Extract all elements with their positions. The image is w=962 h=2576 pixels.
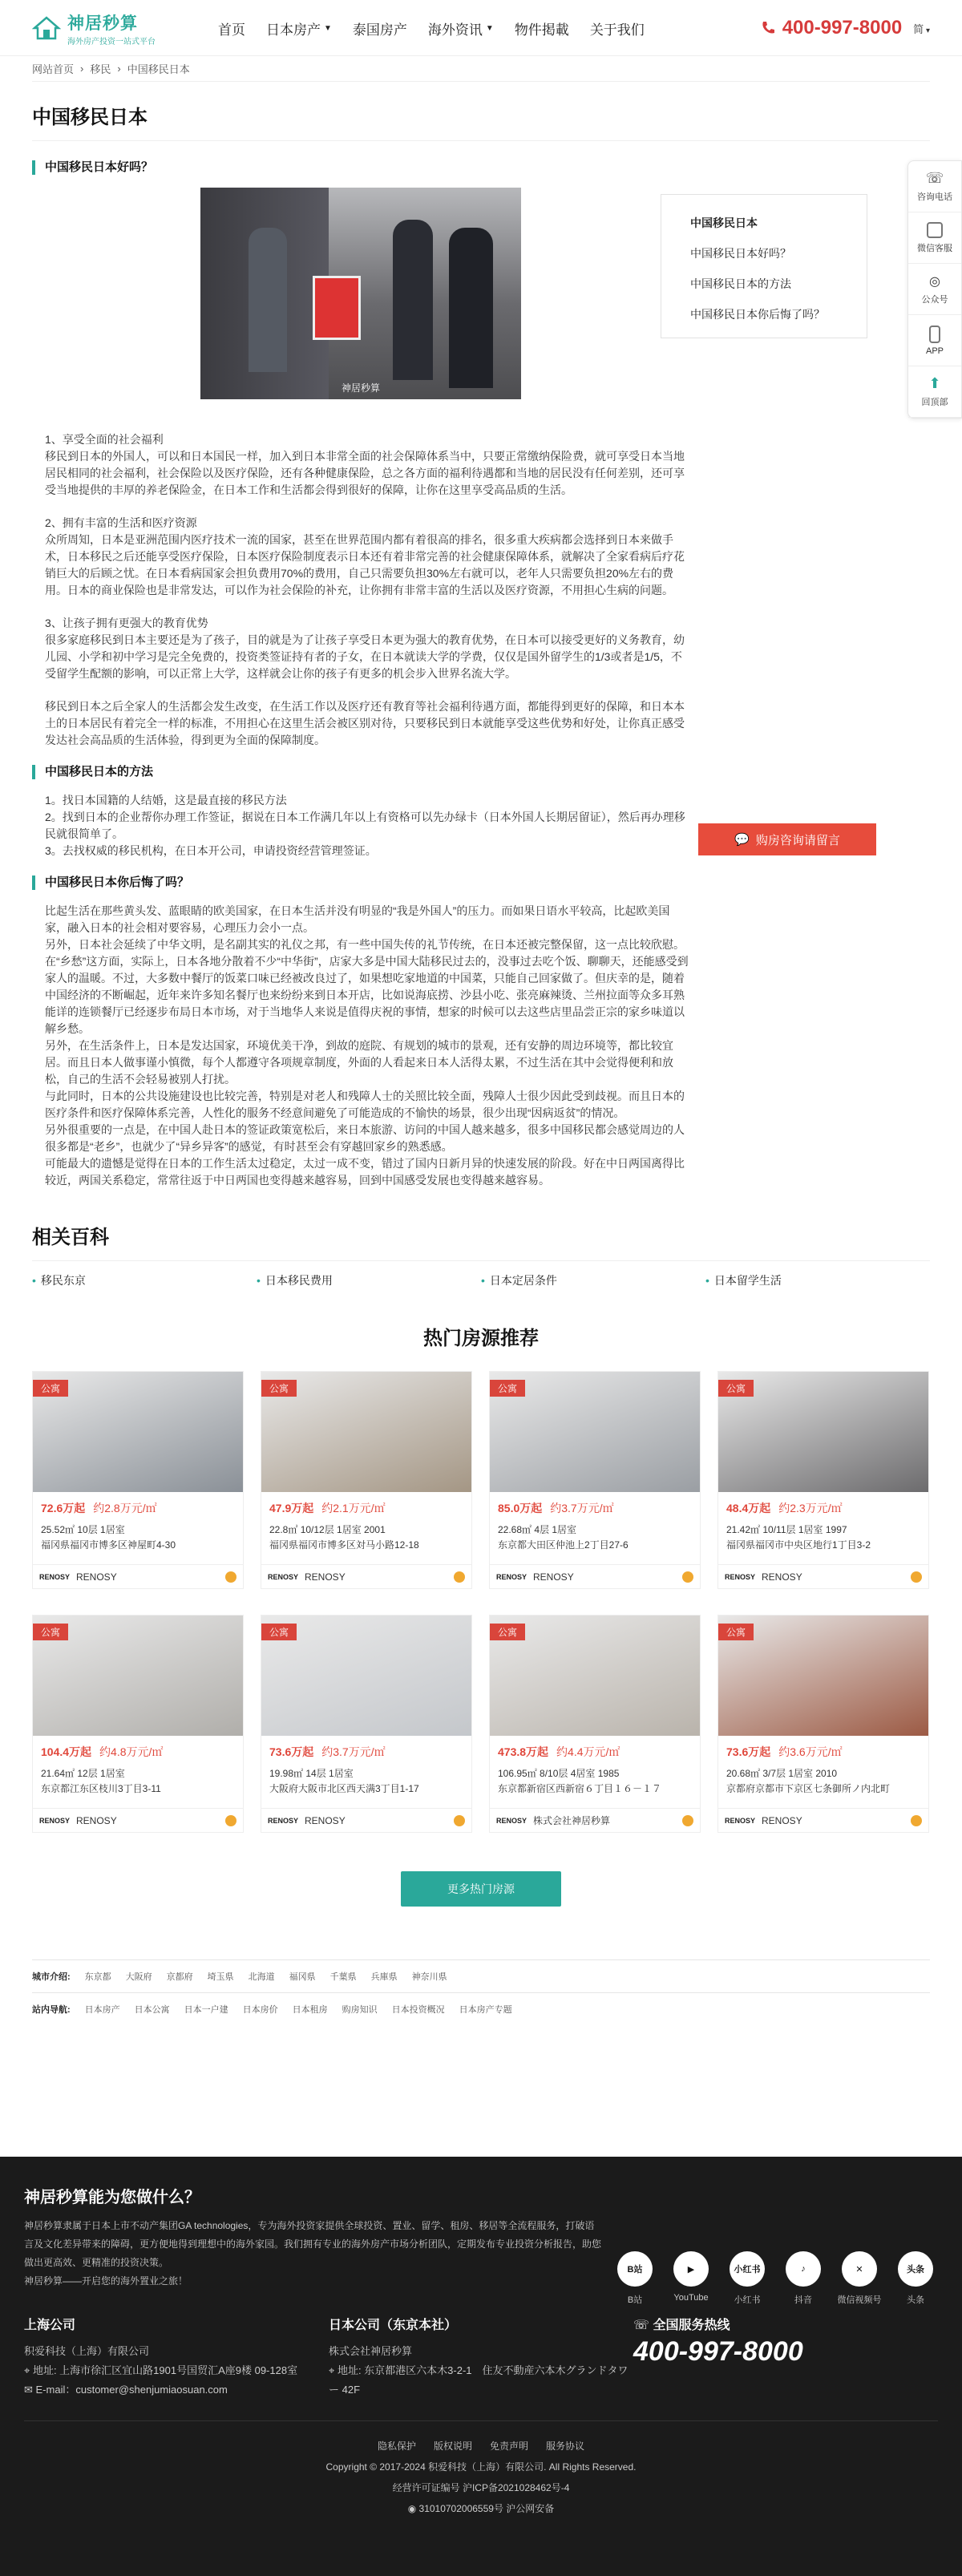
footer-nav-link[interactable]: 福冈県: [289, 1972, 316, 1982]
nav-thailand-property[interactable]: [353, 18, 407, 38]
city-links: [32, 1959, 930, 1992]
medal-icon: [682, 1571, 693, 1583]
consult-button[interactable]: [698, 823, 876, 855]
footer-nav-link[interactable]: 京都府: [166, 1972, 193, 1982]
listing-card[interactable]: [32, 1371, 244, 1589]
legal-link[interactable]: 服务协议: [546, 2441, 585, 2452]
article-paragraph: 1。找日本国籍的人结婚，这是最直接的移民方法 2。找到日本的企业帮你办理工作签证，据说在日本工作满几年以上有资格可以先办绿卡（日本外国人长期居留证），然后再办理移民就很简单了。 3。去找权威的移民机构，在日本开公司，申请投资经营管理签证。: [45, 794, 685, 857]
police-badge-icon: ◉: [407, 2503, 419, 2514]
listing-price: 85.0万起: [498, 1502, 543, 1514]
agent-logo: RENOSY: [268, 1816, 299, 1825]
footer-nav-link[interactable]: 千葉県: [329, 1972, 357, 1982]
social-link[interactable]: [725, 2251, 770, 2306]
legal-links: [24, 2436, 938, 2457]
listing-price: 48.4万起: [726, 1502, 771, 1514]
medal-icon: [454, 1815, 465, 1826]
footer-nav-link[interactable]: 兵庫県: [370, 1972, 398, 1982]
medal-icon: [682, 1815, 693, 1826]
float-official-account[interactable]: [908, 264, 961, 315]
tokyo-office: [329, 2316, 633, 2400]
medal-icon: [225, 1815, 236, 1826]
hotline: [633, 2316, 938, 2400]
nav-listing[interactable]: [515, 18, 569, 38]
office-email[interactable]: E-mail：customer@shenjumiaosuan.com: [35, 2384, 228, 2396]
agent-logo: RENOSY: [725, 1572, 756, 1581]
float-label: 微信客服: [917, 243, 952, 253]
agent-logo: RENOSY: [39, 1572, 71, 1581]
footer-nav-link[interactable]: 神奈川県: [411, 1972, 447, 1982]
legal-link[interactable]: 免责声明: [490, 2441, 529, 2452]
mobile-icon: [929, 326, 940, 343]
float-phone[interactable]: [908, 161, 961, 212]
related-link[interactable]: • 日本留学生活: [705, 1272, 930, 1288]
logo-house-icon: [32, 14, 61, 42]
article-photo: [200, 188, 521, 399]
article-paragraph: 2、拥有丰富的生活和医疗资源 众所周知，日本是亚洲范围内医疗技术一流的国家，甚至在世界范围内都有着很高的排名，很多重大疾病都会选择到日本来做手术，日本移民之后还能享受医疗保险，日本医疗保险制度表示日本还有着非常完善的社会健康保障体系，就解决了全家看病后疗花销巨大的后顾之忧。在日本看病国家会担负费用70%的费用，自己只需要负担30%左右就可以，老年人只需要负担20%左右的费用。日本的商业保险也是非常发达，可以作为社会保险的补充，让你拥有非常丰富的生活以及医疗资源，不用担心生病的问题。: [45, 516, 685, 596]
related-encyclopedia: [32, 1221, 930, 1288]
section-heading: 中国移民日本的方法: [32, 765, 689, 779]
agent-name: RENOSY: [305, 1571, 346, 1583]
toc-item[interactable]: 中国移民日本你后悔了吗？: [690, 308, 825, 321]
listing-tag: 公寓: [261, 1624, 297, 1640]
consult-button-label: 购房咨询请留言: [755, 833, 840, 847]
listing-photo: [261, 1372, 471, 1492]
social-icon: 小红书: [730, 2251, 765, 2287]
social-link[interactable]: [837, 2251, 882, 2306]
listing-photo: [33, 1372, 243, 1492]
footer-nav-link[interactable]: 日本一户建: [184, 2005, 228, 2015]
nav-japan-property[interactable]: [266, 18, 332, 38]
agent-name: RENOSY: [76, 1571, 117, 1583]
listing-tag: 公寓: [718, 1624, 754, 1640]
listing-address: 东京都江东区枝川3丁目3-11: [41, 1783, 161, 1794]
social-label: 头条: [907, 2295, 924, 2305]
listing-photo: [490, 1372, 700, 1492]
footer-nav-link[interactable]: 购房知识: [342, 2005, 378, 2015]
section-heading: 中国移民日本好吗？: [32, 160, 689, 175]
social-label: 小红书: [734, 2295, 761, 2305]
more-listings-button[interactable]: 更多热门房源: [401, 1871, 561, 1907]
listing-unit-price: 约3.7万元/㎡: [321, 1745, 386, 1758]
agent-name: 株式会社神居秒算: [533, 1815, 611, 1826]
listing-unit-price: 约2.3万元/㎡: [778, 1502, 843, 1514]
listing-address: 京都府京都市下京区七条御所ノ内北町: [726, 1783, 891, 1794]
footer-nav-link[interactable]: 日本投资概况: [391, 2005, 445, 2015]
language-switch[interactable]: [913, 21, 930, 36]
header-phone[interactable]: [760, 17, 902, 39]
office-title: 上海公司: [24, 2319, 76, 2332]
listing-price: 47.9万起: [269, 1502, 314, 1514]
language-label: 简: [913, 22, 924, 35]
footer-nav-link[interactable]: 日本房产专题: [459, 2005, 512, 2015]
footer-nav-link[interactable]: 日本房产: [84, 2005, 120, 2015]
listing-meta: 20.68㎡ 3/7层 1居室 2010: [726, 1768, 838, 1779]
listing-tag: 公寓: [490, 1380, 525, 1397]
listing-photo: [261, 1616, 471, 1736]
social-links: [612, 2251, 938, 2306]
listing-address: 东京都新宿区西新宿６丁目１６－１７: [498, 1783, 662, 1794]
float-wechat[interactable]: [908, 212, 961, 264]
listing-card[interactable]: [717, 1371, 929, 1589]
article-paragraph: 移民到日本之后全家人的生活都会发生改变，在生活工作以及医疗还有教育等社会福利待遇方面，都能得到更好的保障，和日本本土的日本居民有着完全一样的标准，不用担心在这里生活会被区别对待，只要移民到日本就能享受这些优势和好处，让你真正感受发达社会高品质的生活体验，得到更为全面的保障制度。: [45, 700, 685, 746]
city-links-label: 城市介绍:: [32, 1972, 71, 1982]
location-icon: ⌖: [329, 2364, 338, 2376]
listing-tag: 公寓: [261, 1380, 297, 1397]
listing-card[interactable]: [489, 1371, 701, 1589]
listing-price: 104.4万起: [41, 1745, 92, 1758]
caret-down-icon: ▼: [485, 23, 494, 33]
listing-card[interactable]: [717, 1615, 929, 1833]
caret-down-icon: ▼: [324, 23, 332, 33]
article-toc: [661, 194, 867, 338]
float-app[interactable]: [908, 315, 961, 366]
listing-address: 大阪府大阪市北区西天满3丁目1-17: [269, 1783, 419, 1794]
hotline-number[interactable]: 400-997-8000: [633, 2336, 803, 2367]
listing-photo: [718, 1616, 928, 1736]
listing-card[interactable]: [489, 1615, 701, 1833]
listing-meta: 22.8㎡ 10/12层 1居室 2001: [269, 1524, 386, 1535]
listing-tag: 公寓: [718, 1380, 754, 1397]
page-title: 中国移民日本: [32, 101, 930, 141]
footer-nav-link[interactable]: 日本房价: [242, 2005, 278, 2015]
brand-tagline: 海外房产投资一站式平台: [67, 37, 156, 47]
related-link[interactable]: • 日本定居条件: [481, 1272, 705, 1288]
office-title: 日本公司（东京本社）: [329, 2319, 458, 2332]
listing-address: 东京都大田区仲池上2丁目27-6: [498, 1539, 629, 1551]
listing-address: 福冈県福冈市博多区神屋町4-30: [41, 1539, 176, 1551]
article-paragraph: 1、享受全面的社会福利 移民到日本的外国人，可以和日本国民一样，加入到日本非常全面的社会保障体系当中，只要正常缴纳保险费，就可享受日本当地居民相同的社会福利，社会保险以及医疗保险，还有各种健康保险，总之各方面的福利待遇都和当地的居民没有任何差别，还可享受当地提供的丰厚的养老保险金，在日本工作和生活都会得到很好的保障，让你在这里享受高品质的生活。: [45, 433, 685, 496]
nav-label: 海外资讯: [427, 22, 483, 38]
listing-meta: 21.64㎡ 12层 1居室: [41, 1768, 125, 1779]
social-icon: ♪: [786, 2251, 821, 2287]
nav-home[interactable]: [218, 18, 245, 38]
phone-icon: ☏: [633, 2319, 653, 2332]
article: [32, 160, 689, 1189]
police-record[interactable]: 31010702006559号 沪公网安备: [418, 2503, 555, 2514]
mail-icon: ✉: [24, 2384, 36, 2396]
listing-price: 73.6万起: [269, 1745, 314, 1758]
phone-icon: ☏: [925, 170, 944, 186]
related-link[interactable]: • 日本移民费用: [257, 1272, 481, 1288]
social-icon: ✕: [842, 2251, 877, 2287]
footer-nav-link[interactable]: 大阪府: [125, 1972, 152, 1982]
qrcode-icon: [927, 222, 943, 238]
listing-card[interactable]: [261, 1615, 472, 1833]
site-links: [32, 1992, 930, 2025]
site-logo[interactable]: [32, 10, 191, 47]
agent-name: RENOSY: [76, 1814, 117, 1826]
social-icon: B站: [617, 2251, 653, 2287]
photo-watermark: 神居秒算: [342, 382, 381, 394]
office-name: 积爱科技（上海）有限公司: [24, 2345, 150, 2357]
hot-listings-title: 热门房源推荐: [423, 1328, 539, 1349]
float-label: 咨询电话: [917, 192, 952, 202]
listing-address: 福冈県福冈市博多区対马小路12-18: [269, 1539, 419, 1551]
listing-address: 福冈県福冈市中央区地行1丁目3-2: [726, 1539, 871, 1551]
icp-license[interactable]: 经营许可证编号 沪ICP备2021028462号-4: [392, 2482, 570, 2493]
toc-item[interactable]: 中国移民日本好吗？: [690, 247, 791, 260]
float-label: 回顶部: [921, 398, 948, 407]
agent-name: RENOSY: [305, 1814, 346, 1826]
listing-price: 72.6万起: [41, 1502, 86, 1514]
caret-down-icon: ▾: [924, 26, 930, 35]
agent-name: RENOSY: [533, 1571, 574, 1583]
copyright-text: Copyright © 2017-2024 积爱科技（上海）有限公司. All Rights Reserved.: [325, 2461, 637, 2473]
float-label: 公众号: [921, 294, 948, 305]
breadcrumb-home[interactable]: 网站首页: [32, 63, 75, 75]
footer-nav-link[interactable]: 东京都: [84, 1972, 111, 1982]
listing-grid: [32, 1371, 930, 1833]
medal-icon: [911, 1571, 922, 1583]
social-link[interactable]: [781, 2251, 826, 2306]
nav-label: 日本房产: [266, 22, 321, 38]
listing-unit-price: 约2.1万元/㎡: [321, 1502, 386, 1514]
listing-unit-price: 约3.7万元/㎡: [550, 1502, 614, 1514]
social-link[interactable]: [669, 2251, 713, 2306]
listing-card[interactable]: [32, 1615, 244, 1833]
listing-meta: 22.68㎡ 4层 1居室: [498, 1524, 577, 1535]
legal-link[interactable]: 版权说明: [433, 2441, 472, 2452]
breadcrumb-current: 中国移民日本: [127, 63, 190, 75]
nav-about[interactable]: [590, 18, 645, 38]
agent-name: RENOSY: [762, 1571, 802, 1583]
medal-icon: [454, 1571, 465, 1583]
listing-unit-price: 约2.8万元/㎡: [93, 1502, 157, 1514]
chat-icon: 💬: [734, 833, 750, 847]
related-title: 相关百科: [32, 1221, 930, 1261]
nav-label: 物件掲載: [514, 22, 569, 38]
article-paragraph: 3、让孩子拥有更强大的教育优势 很多家庭移民到日本主要还是为了孩子，目的就是为了让孩子享受日本更为强大的教育优势，在日本可以接受更好的义务教育，幼儿园、小学和初中学习是完全免费的，投资类签证持有者的子女，在日本就读大学的学费，仅仅是国外留学生的1/3或者是1/5，不受留学生配额的影响，可以正常上大学，这样就会让你的孩子有更多的机会步入世界名流大学。: [45, 617, 685, 680]
listing-photo: [490, 1616, 700, 1736]
toc-title: 中国移民日本: [690, 216, 758, 229]
section-heading: 中国移民日本你后悔了吗？: [32, 876, 689, 890]
float-back-to-top[interactable]: [908, 366, 961, 418]
office-name: 株式会社神居秒算: [329, 2345, 413, 2357]
copyright-area: [24, 2420, 938, 2519]
chevron-right-icon: ›: [117, 63, 121, 75]
footer-title: 神居秒算能为您做什么？: [24, 2189, 200, 2206]
listing-tag: 公寓: [490, 1624, 525, 1640]
shanghai-office: [24, 2316, 329, 2400]
social-label: B站: [627, 2295, 643, 2305]
listing-photo: [33, 1616, 243, 1736]
location-icon: ⌖: [24, 2364, 33, 2376]
site-links-label: 站内导航:: [32, 2005, 71, 2015]
footer-links: [32, 1959, 930, 2025]
header-phone-number: 400-997-8000: [782, 17, 903, 38]
brand-name: 神居秒算: [67, 14, 138, 33]
medal-icon: [225, 1571, 236, 1583]
agent-logo: RENOSY: [39, 1816, 71, 1825]
breadcrumb-immigration[interactable]: 移民: [90, 63, 111, 75]
listing-unit-price: 约3.6万元/㎡: [778, 1745, 843, 1758]
listing-meta: 19.98㎡ 14层 1居室: [269, 1768, 354, 1779]
hotline-title: 全国服务热线: [653, 2319, 730, 2332]
medal-icon: [911, 1815, 922, 1826]
agent-logo: RENOSY: [496, 1816, 527, 1825]
agent-logo: RENOSY: [496, 1572, 527, 1581]
listing-unit-price: 约4.4万元/㎡: [556, 1745, 620, 1758]
listing-card[interactable]: [261, 1371, 472, 1589]
related-list: [32, 1272, 930, 1288]
social-link[interactable]: [612, 2251, 657, 2306]
footer-nav-link[interactable]: 北海道: [248, 1972, 275, 1982]
social-icon: ▶: [673, 2251, 709, 2287]
office-address: 地址: 东京都港区六本木3-2-1 住友不動産六本木グランドタワー 42F: [329, 2364, 629, 2396]
listing-meta: 106.95㎡ 8/10层 4居室 1985: [498, 1768, 620, 1779]
social-icon: 头条: [898, 2251, 933, 2287]
legal-link[interactable]: 隐私保护: [377, 2441, 416, 2452]
arrow-up-icon: ⬆: [928, 375, 941, 391]
agent-logo: RENOSY: [725, 1816, 756, 1825]
listing-photo: [718, 1372, 928, 1492]
listing-meta: 21.42㎡ 10/11层 1居室 1997: [726, 1524, 847, 1535]
agent-name: RENOSY: [762, 1814, 802, 1826]
related-link[interactable]: • 移民东京: [32, 1272, 257, 1288]
main-nav: [218, 18, 645, 38]
nav-label: 关于我们: [589, 22, 645, 38]
nav-label: 首页: [218, 22, 245, 38]
footer-nav-link[interactable]: 埼玉県: [207, 1972, 234, 1982]
listing-tag: 公寓: [33, 1380, 68, 1397]
social-label: 抖音: [794, 2295, 812, 2305]
article-paragraph: 比起生活在那些黄头发、蓝眼睛的欧美国家，在日本生活并没有明显的“我是外国人”的压力。而如果日语水平较高，比起欧美国家，融入日本的社会相对要容易，心理压力会小一点。 另外，日本社会延续了中华文明，是名副其实的礼仪之邦，有一些中国失传的礼节传统，在日本还被完整保留，这一点比较欣慰。在“乡愁”这方面，实际上，日本各地分散着不少“中华街”，店家大多是中国大陆移民过去的，没事过去吃个饭、聊聊天，还能感受到家人的温暖。不过，大多数中餐厅的饭菜口味已经被改良过了，如果想吃家地道的中国菜，只能自己回家做了。但庆幸的是，随着中国经济的不断崛起，近年来许多知名餐厅也来纷纷来到日本开店，比如说海底捞、沙县小吃、张亮麻辣烫、兰州拉面等众多耳熟能详的连锁餐厅已经逐步布局日本市场，对于当地华人来说是值得庆祝的事情，想家的时候可以去这些店里品尝正宗的家乡味道以解乡愁。 另外，在生活条件上，日本是发达国家，环境优美干净，到故的庭院、有规划的城市的景观，还有安静的周边环境等，都比较宜居。而且日本人做事谨小慎微，每个人都遵守各项规章制度，外面的人看起来日本人活得太累，不过生活在其中会觉得便利和放松，自己的生活不会轻易被别人打扰。 与此同时，日本的公共设施建设也比较完善，特别是对老人和残障人士的关照比较全面，残障人士很少因此受到歧视。而且日本的医疗条件和医疗保障体系完善，人性化的服务不经意间避免了可能造成的不愉快的场景，很少出现“因病返贫”的情况。 另外很重要的一点是，在中国人赴日本的签证政策宽松后，来日本旅游、访问的中国人越来越多，很多中国移民都会感觉周边的人很多都是“老乡”，也就少了“异乡异客”的感觉，有时甚至会有穿越回家乡的熟悉感。 可能最大的遗憾是觉得在日本的工作生活太过稳定，太过一成不变，错过了国内日新月异的快速发展的阶段。好在中日两国离得比较近，两国关系稳定，常常往返于中日两国也变得越来越容易，回到中国感受发展也变得越来越容易。: [45, 904, 689, 1187]
breadcrumb: [32, 56, 930, 82]
listing-price: 473.8万起: [498, 1745, 549, 1758]
footer-description: 神居秒算隶属于日本上市不动产集团GA technologies，专为海外投资家提供全球投资、置业、留学、租房、移居等全流程服务，打破语言及文化差异带来的障碍，更方便地得到理想中的海外家园。我们拥有专业的海外房产市场分析团队，定期发布专业投资分析报告，助您做出更高效、更精准的投资决策。 神居秒算——开启您的海外置业之旅！: [24, 2220, 602, 2287]
social-label: YouTube: [673, 2293, 709, 2303]
listing-meta: 25.52㎡ 10层 1居室: [41, 1524, 125, 1535]
footer-nav-link[interactable]: 日本公寓: [134, 2005, 170, 2015]
nav-label: 泰国房产: [352, 22, 407, 38]
agent-logo: RENOSY: [268, 1572, 299, 1581]
floating-toolbar: [907, 160, 962, 419]
listing-tag: 公寓: [33, 1624, 68, 1640]
listing-price: 73.6万起: [726, 1745, 771, 1758]
nav-overseas-news[interactable]: [428, 18, 494, 38]
social-link[interactable]: [893, 2251, 938, 2306]
chevron-right-icon: ›: [80, 63, 84, 75]
site-header: [0, 0, 962, 56]
toc-item[interactable]: 中国移民日本的方法: [690, 277, 791, 290]
social-label: 微信视频号: [837, 2295, 882, 2305]
phone-icon: [760, 20, 776, 36]
site-footer: [0, 2157, 962, 2576]
float-label: APP: [925, 346, 944, 356]
wechat-icon: ◎: [929, 274, 940, 289]
office-address: 地址: 上海市徐汇区宜山路1901号国贸汇A座9楼 09-128室: [32, 2364, 298, 2376]
footer-nav-link[interactable]: 日本租房: [292, 2005, 328, 2015]
listing-unit-price: 约4.8万元/㎡: [99, 1745, 164, 1758]
